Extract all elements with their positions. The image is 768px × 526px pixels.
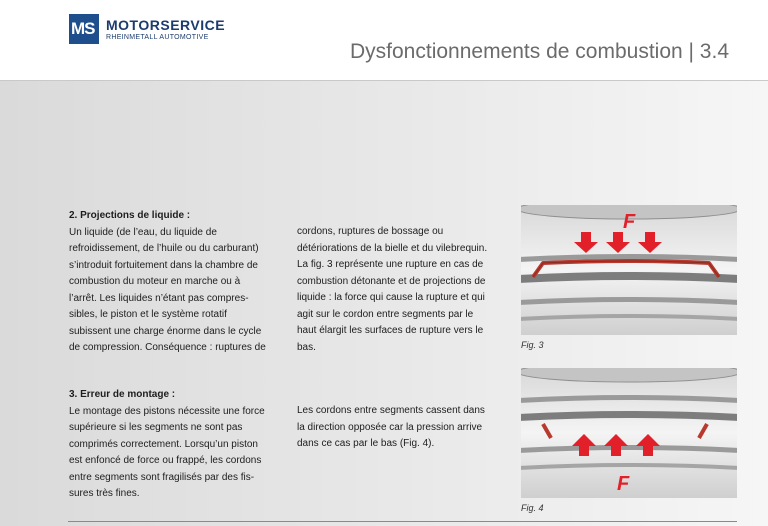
text-line: l’arrêt. Les liquides n’étant pas compres-	[69, 292, 249, 304]
text-line: cordons, ruptures de bossage ou	[297, 226, 444, 237]
brand-subtitle: RHEINMETALL AUTOMOTIVE	[106, 34, 209, 41]
section2-heading: 2. Projections de liquide :	[69, 210, 191, 221]
text-line: sibles, le piston et le système rotatif	[69, 309, 227, 320]
text-line: haut élargit les surfaces de rupture vers le	[297, 325, 484, 336]
brand-name: MOTORSERVICE	[106, 17, 226, 33]
section3-col2-text	[297, 403, 512, 453]
text-line: s’introduit fortuitement dans la chambre de	[69, 259, 258, 271]
text-line: de compression. Conséquence : ruptures de	[69, 342, 266, 353]
text-line: agit sur le cordon entre segments par le	[297, 308, 474, 320]
page-title: Dysfonctionnements de combustion | 3.4	[350, 40, 729, 63]
piston-fig4-image	[521, 368, 737, 498]
section3-col1-text	[69, 404, 284, 503]
piston-fig3-image	[521, 205, 737, 335]
force-arrows-up	[572, 434, 660, 456]
text-line: comprimés correctement. Lorsqu’un piston	[69, 438, 258, 450]
force-arrows-down	[574, 232, 662, 253]
text-line: liquide : la force qui cause la rupture et qui	[297, 292, 485, 303]
text-line: La fig. 3 représente une rupture en cas de	[297, 259, 484, 270]
text-line: sures très fines.	[69, 488, 140, 499]
text-line: Le montage des pistons nécessite une force	[69, 405, 265, 417]
text-line: combustion détonante et de projections de	[297, 275, 486, 287]
text-line: dans ce cas par le bas (Fig. 4).	[297, 438, 435, 449]
page-header	[0, 0, 768, 81]
text-line: Les cordons entre segments cassent dans	[297, 405, 485, 416]
logo-mark: MS	[71, 19, 95, 38]
text-line: supérieure si les segments ne sont pas	[69, 422, 243, 433]
section3-col1	[69, 387, 284, 503]
footer-divider	[68, 521, 737, 522]
text-line: bas.	[297, 341, 316, 353]
text-line: subissent une charge énorme dans le cycle	[69, 325, 262, 337]
fig4-force-label: F	[617, 473, 630, 495]
section3-col2	[297, 403, 512, 453]
fig3-caption: Fig. 3	[521, 340, 544, 350]
text-line: détériorations de la bielle et du vilebrequin.	[297, 242, 488, 254]
text-line: est enfoncé de force ou frappé, les cordons	[69, 455, 262, 466]
section3-heading: 3. Erreur de montage :	[69, 389, 176, 400]
fig3-force-label: F	[623, 211, 636, 233]
section2-col1	[69, 208, 284, 357]
text-line: la direction opposée car la pression arrive	[297, 421, 483, 433]
figure-4	[521, 368, 737, 498]
section2-col1-text	[69, 225, 284, 357]
text-line: combustion du moteur en marche ou à	[69, 276, 241, 287]
section2-col2-text	[297, 224, 512, 356]
text-line: entre segments sont fragilisés par des fis-	[69, 471, 255, 483]
motorservice-logo-icon	[69, 14, 99, 44]
fig4-caption: Fig. 4	[521, 503, 544, 513]
section2-col2	[297, 224, 512, 356]
figure-3	[521, 205, 737, 335]
text-line: Un liquide (de l’eau, du liquide de	[69, 226, 217, 238]
text-line: refroidissement, de l’huile ou du carburant)	[69, 243, 259, 254]
